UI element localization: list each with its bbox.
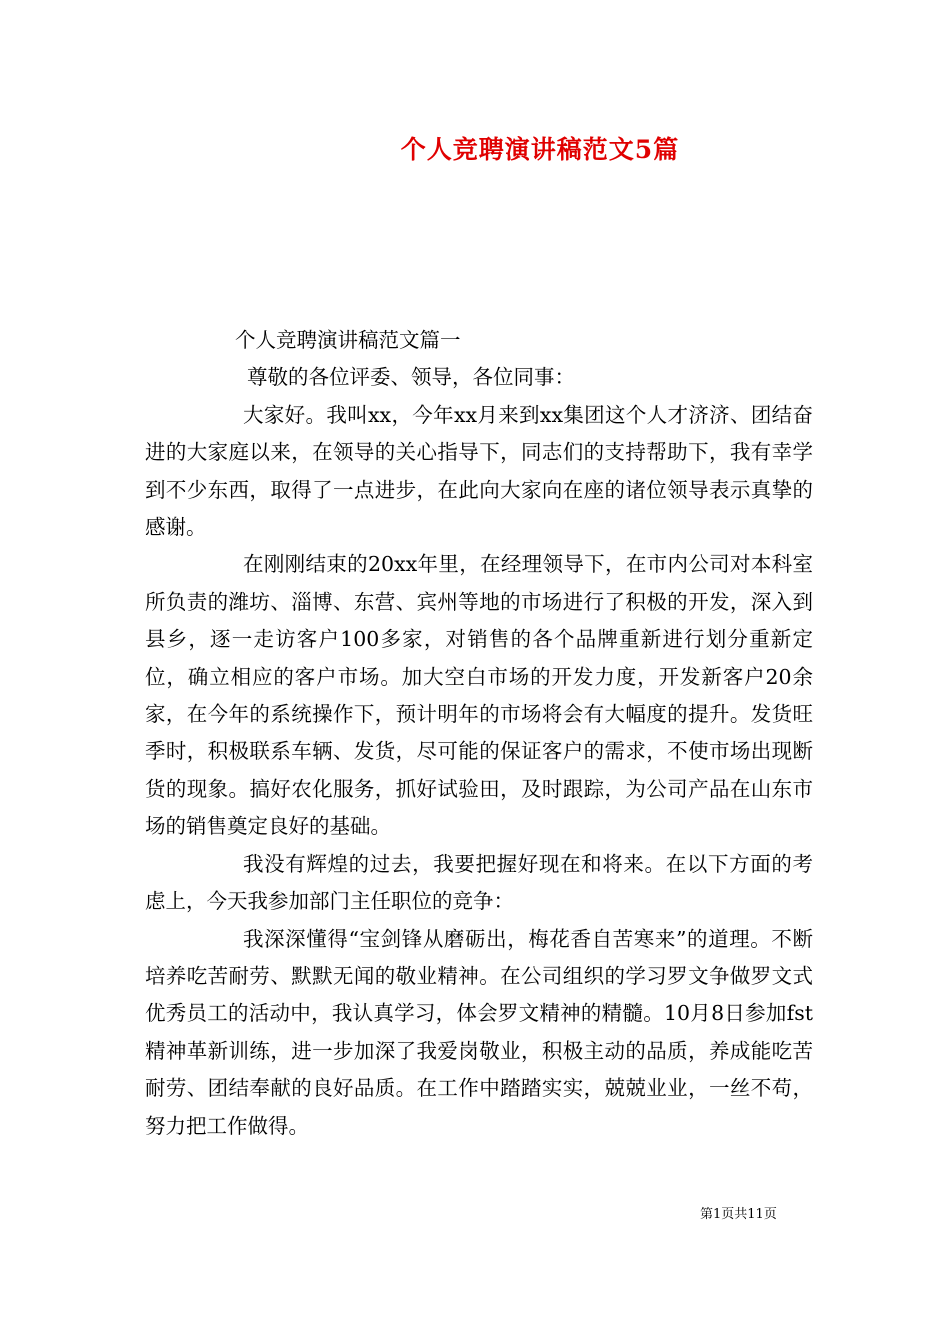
page-number-footer: 第1页共11页 (700, 1207, 777, 1222)
document-body (145, 322, 813, 1145)
section-heading: 个人竞聘演讲稿范文篇一 (235, 328, 461, 352)
salutation: 尊敬的各位评委、领导，各位同事： (247, 365, 575, 390)
paragraph-1: 大家好。我叫xx，今年xx月来到xx集团这个人才济济、团结奋进的大家庭以来，在领导的关心指导下，同志们的支持帮助下，我有幸学到不少东西，取得了一点进步，在此向大家向在座的诸位领导表示真挚的感谢。 (145, 402, 813, 540)
paragraph-4: 我深深懂得“宝剑锋从磨砺出，梅花香自苦寒来”的道理。不断培养吃苦耐劳、默默无闻的敬业精神。在公司组织的学习罗文争做罗文式优秀员工的活动中，我认真学习，体会罗文精神的精髓。10月8日参加fst精神革新训练，进一步加深了我爱岗敬业，积极主动的品质，养成能吃苦耐劳、团结奉献的良好品质。在工作中踏踏实实，兢兢业业，一丝不苟，努力把工作做得。 (145, 926, 813, 1138)
document-title: 个人竞聘演讲稿范文5篇 (400, 135, 680, 164)
paragraph-2: 在刚刚结束的20xx年里，在经理领导下，在市内公司对本科室所负责的潍坊、淄博、东营、宾州等地的市场进行了积极的开发，深入到县乡，逐一走访客户100多家，对销售的各个品牌重新进行划分重新定位，确立相应的客户市场。加大空白市场的开发力度，开发新客户20余家，在今年的系统操作下，预计明年的市场将会有大幅度的提升。发货旺季时，积极联系车辆、发货，尽可能的保证客户的需求，不使市场出现断货的现象。搞好农化服务，抓好试验田，及时跟踪，为公司产品在山东市场的销售奠定良好的基础。 (145, 552, 813, 839)
paragraph-3: 我没有辉煌的过去，我要把握好现在和将来。在以下方面的考虑上，今天我参加部门主任职位的竞争： (145, 851, 813, 914)
